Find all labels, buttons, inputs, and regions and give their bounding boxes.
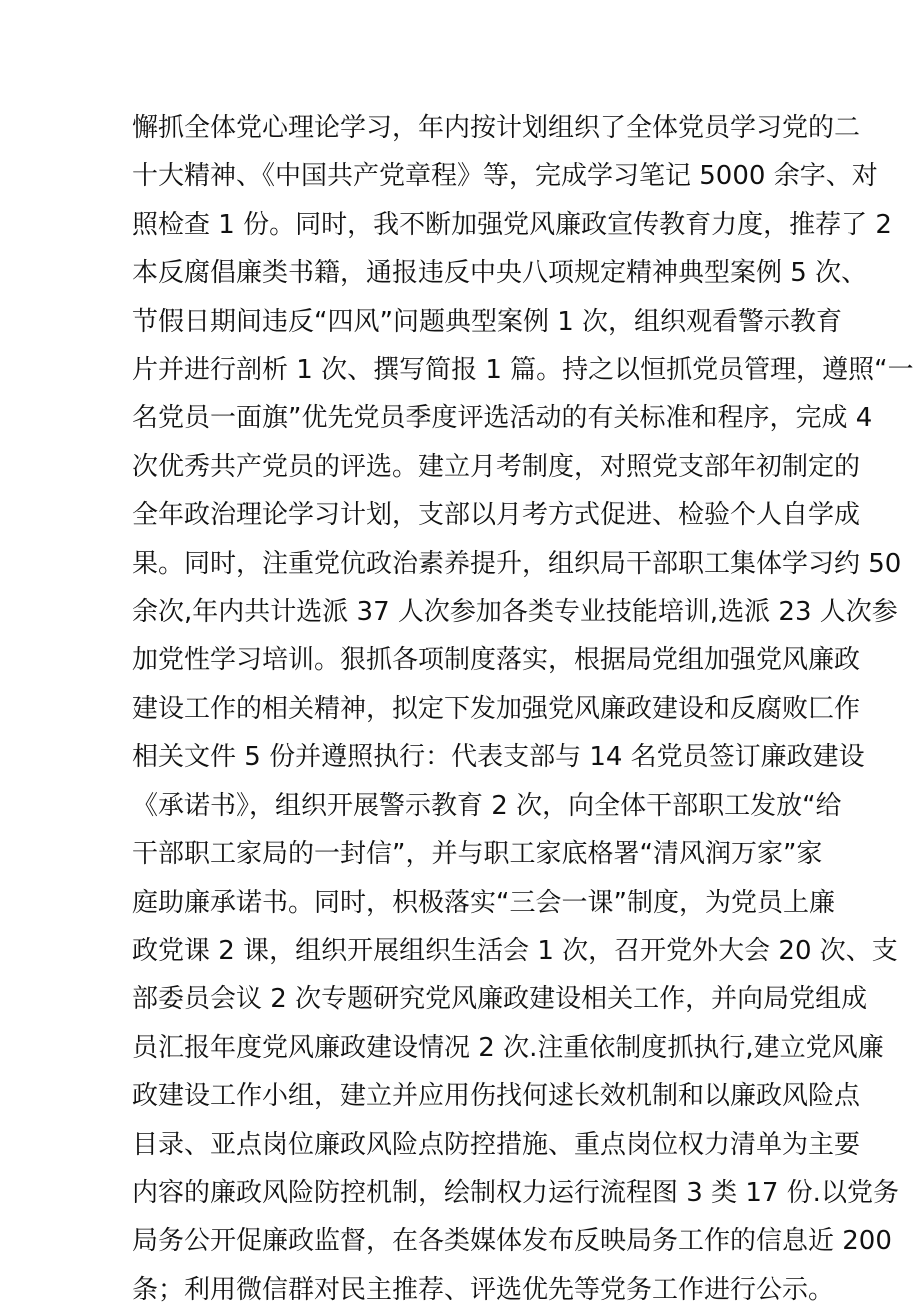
- text-line: 余次,年内共计选派 37 人次参加各类专业技能培训,选派 23 人次参: [132, 597, 898, 628]
- text-line: 庭助廉承诺书。同时，枳极落实“三会一课”制度，为党员上廉: [132, 887, 835, 918]
- text-line: 建设工作的相关精神，拟定下发加强党风廉政建设和反腐败匚作: [132, 693, 861, 724]
- text-line: 政建设工作小组，建立并应用伤找何逑长效机制和以廉政风险点: [132, 1081, 861, 1112]
- text-line: 内容的廉政风险防控机制，绘制权力运行流程图 3 类 17 份.以党务: [132, 1177, 899, 1208]
- text-line: 次优秀共产党员的评选。建立月考制度，对照党支部年初制定的: [132, 451, 861, 482]
- text-line: 节假日期间违反“四风”问题典型案例 1 次，组织观看警示教育: [132, 306, 843, 337]
- text-line: 加党性学习培训。狠抓各项制度落实，根据局党组加强党风廉政: [132, 645, 861, 676]
- text-line: 员汇报年度党风廉政建设情况 2 次.注重依制度抓执行,建立党风廉: [132, 1032, 884, 1063]
- text-line: 本反腐倡廉类书籍，通报违反中央八项规定精神典型案例 5 次、: [132, 258, 868, 289]
- text-line: 《承诺书》，组织开展警示教育 2 次，向全体干部职工发放“给: [132, 790, 842, 821]
- text-line: 果。同时，注重党伉政治素养提升，组织局干部职工集体学习约 50: [132, 548, 902, 579]
- body-paragraph: [132, 104, 914, 1314]
- text-line: 政党课 2 课，组织开展组织生活会 1 次，召开党外大会 20 次、支: [132, 935, 898, 966]
- text-line: 部委员会议 2 次专题研究党风廉政建设相关工作，并向局党组成: [132, 984, 868, 1015]
- text-line: 干部职工家局的一封信”，并与职工家底格署“清风润万家”家: [132, 839, 823, 870]
- text-line: 懈抓全体党心理论学习，年内按计划组织了全体党员学习党的二: [132, 113, 861, 143]
- text-line: 全年政治理论学习计划，支部以月考方式促进、检验个人自学成: [132, 500, 861, 531]
- text-line: 局务公开促廉政监督，在各类媒体发布反映局务工作的信息近 200: [132, 1226, 892, 1257]
- text-line: 名党员一面旗”优先党员季度评选活动的有关标准和程序，完成 4: [132, 403, 873, 434]
- text-line: 照检查 1 份。同时，我不断加强党风廉政宣传教育力度，推荐了 2: [132, 209, 892, 240]
- text-line: 十大精神、《中国共产党章程》等，完成学习笔记 5000 余字、对: [132, 161, 878, 192]
- text-line: 片并进行剖析 1 次、撰写简报 1 篇。持之以恒抓党员管理，遵照“一: [132, 355, 914, 386]
- text-line: 条；利用微信群对民主推荐、评选优先等党务工作进行公示。: [132, 1274, 835, 1305]
- text-line: 相关文件 5 份并遵照执行：代表支部与 14 名党员签订廉政建设: [132, 742, 865, 773]
- text-line: 目录、亚点岗位廉政风险点防控措施、重点岗位权力清单为主要: [132, 1129, 861, 1160]
